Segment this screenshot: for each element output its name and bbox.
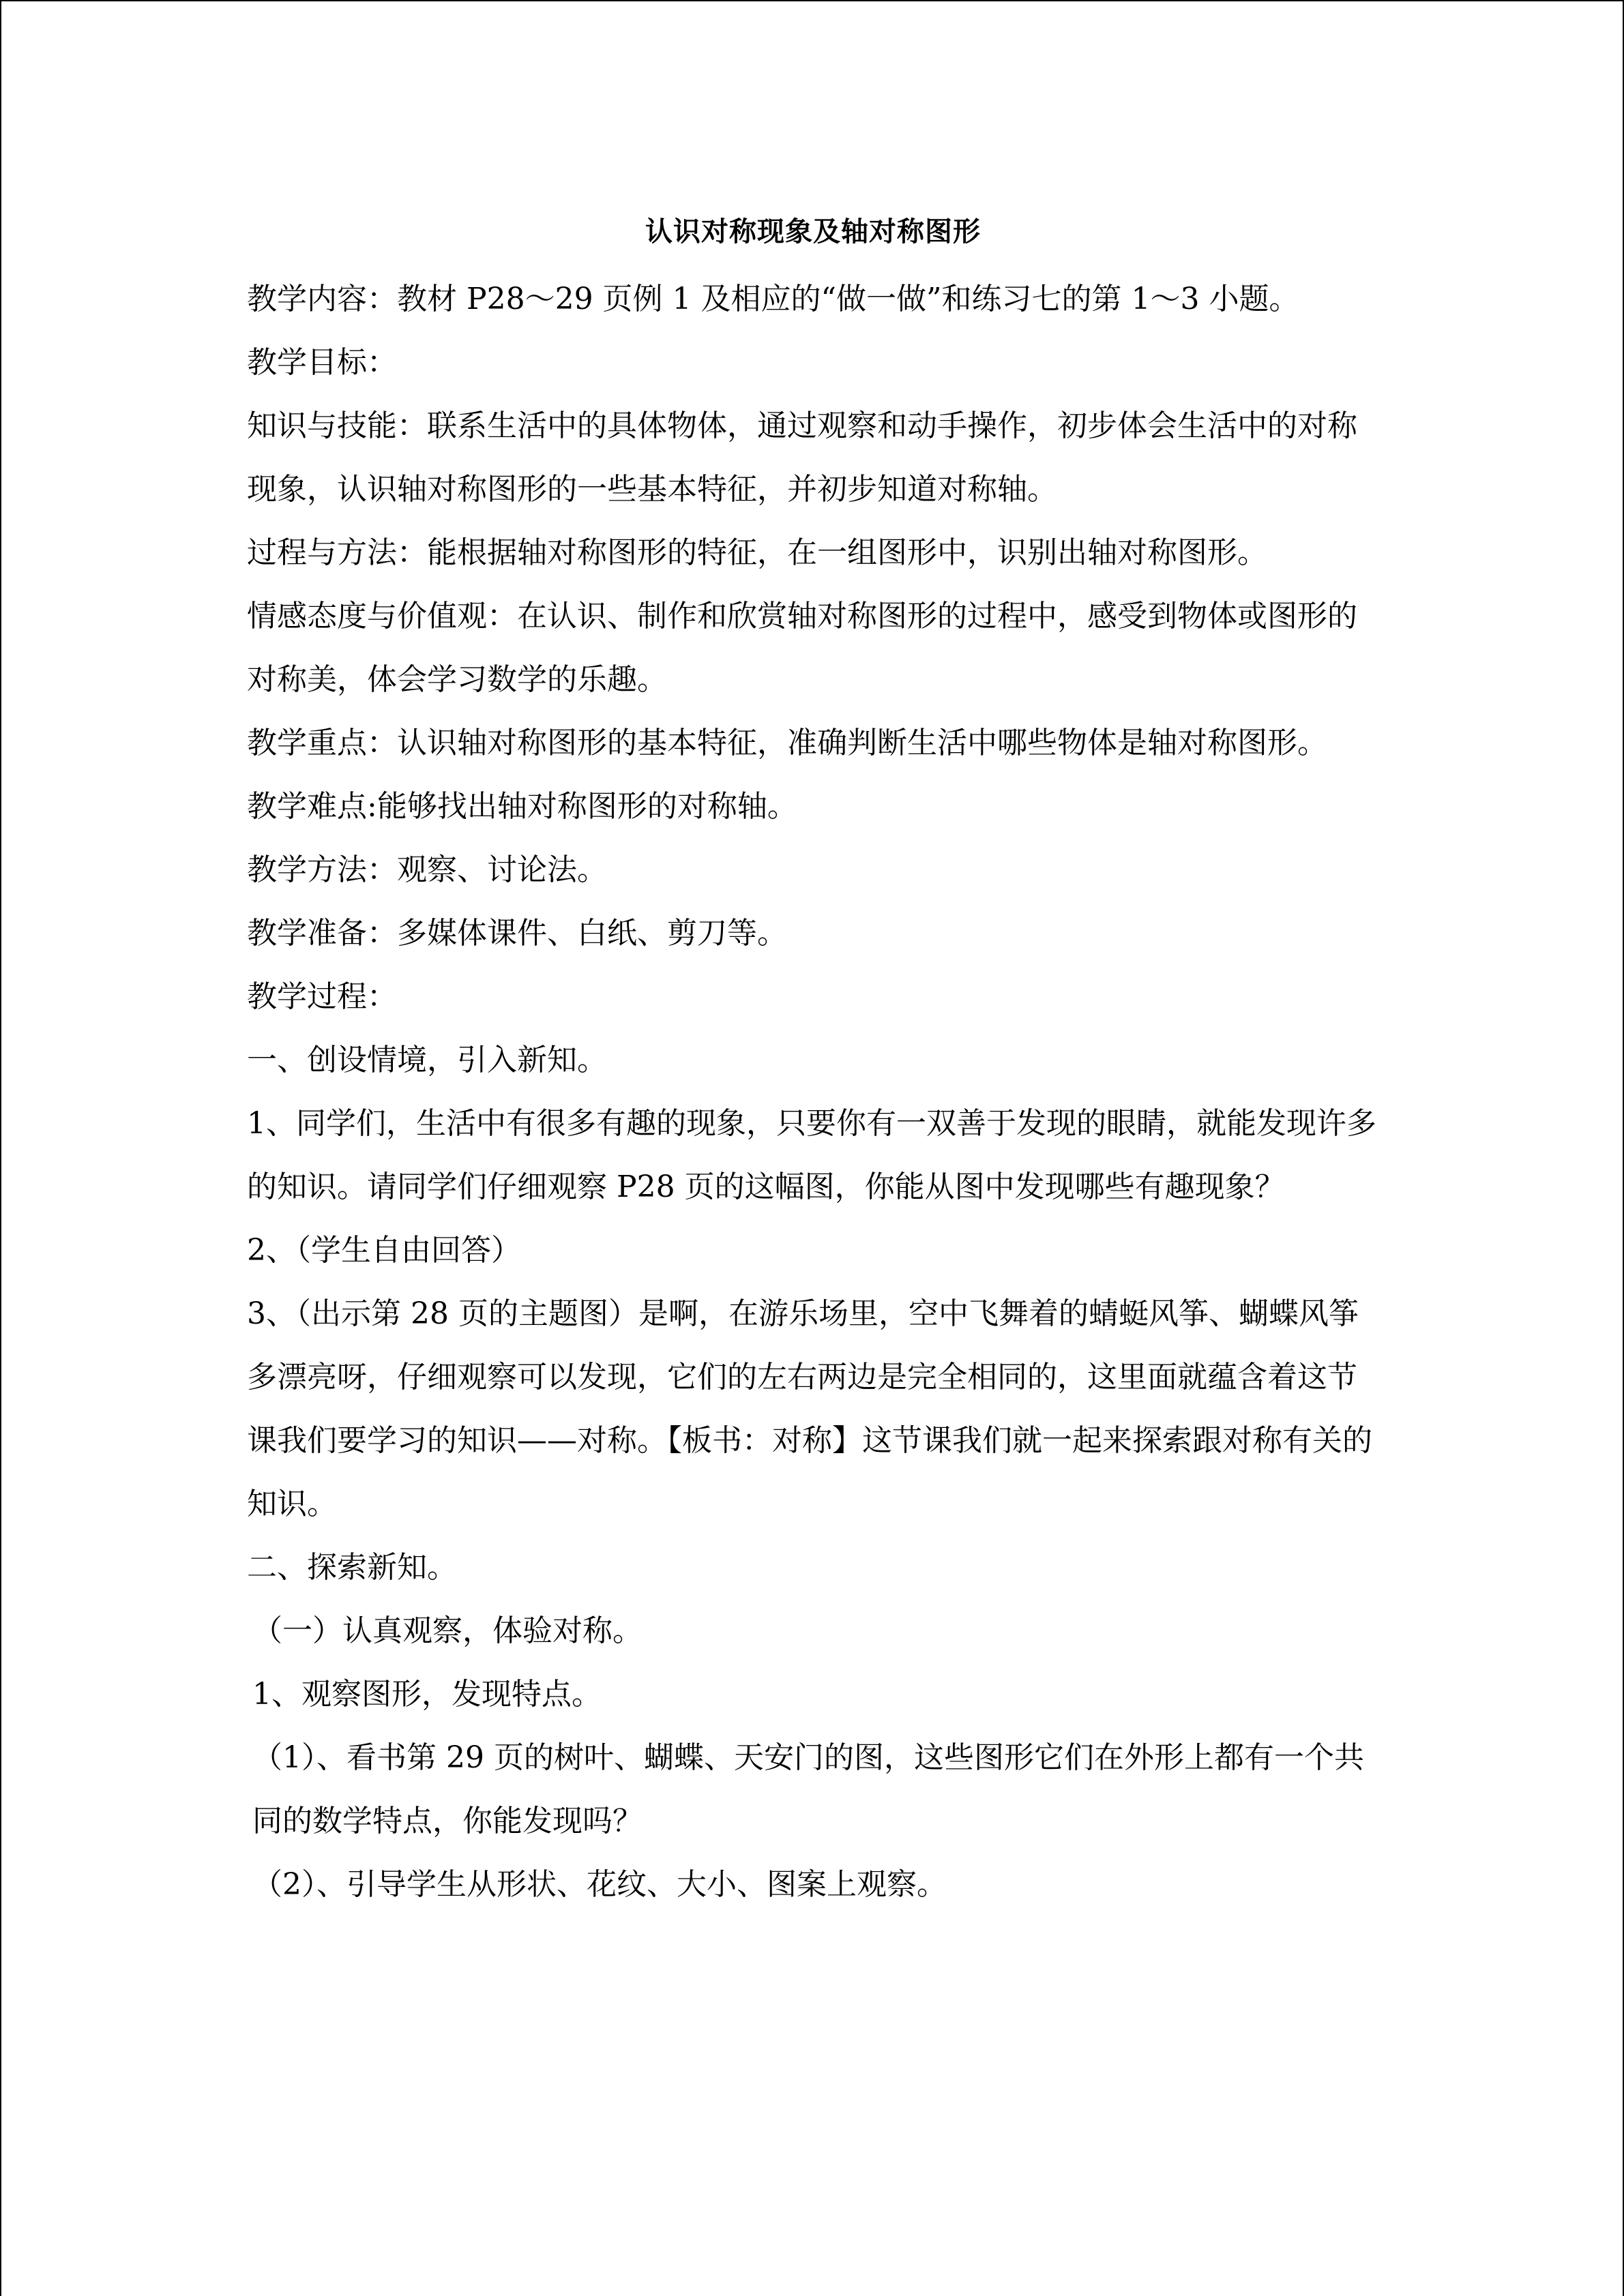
step-three: 3、（出示第 28 页的主题图）是啊，在游乐场里，空中飞舞着的蜻蜓风筝、蝴蝶风筝多漂亮呀，仔细观察可以发现，它们的左右两边是完全相同的，这里面就蕴含着这节课我们要学习的知识——对称。【板书：对称】这节课我们就一起来探索跟对称有关的知识。 <box>247 1296 1372 1521</box>
teaching-process-heading: 教学过程： <box>247 979 397 1014</box>
emotional-attitude: 情感态度与价值观：在认识、制作和欣赏轴对称图形的过程中，感受到物体或图形的对称美，体会学习数学的乐趣。 <box>247 599 1357 697</box>
teaching-key-point: 教学重点：认识轴对称图形的基本特征，准确判断生活中哪些物体是轴对称图形。 <box>247 726 1327 760</box>
teaching-preparation: 教学准备：多媒体课件、白纸、剪刀等。 <box>247 916 787 951</box>
section-two-heading: 二、探索新知。 <box>247 1550 457 1585</box>
teaching-difficulty: 教学难点:能够找出轴对称图形的对称轴。 <box>247 789 797 824</box>
step-two: 2、（学生自由回答） <box>247 1233 521 1268</box>
observe-item-two: （2）、引导学生从形状、花纹、大小、图案上观察。 <box>252 1867 947 1902</box>
subsection-one-heading: （一）认真观察，体验对称。 <box>252 1613 643 1648</box>
observe-figures-heading: 1、观察图形，发现特点。 <box>252 1677 602 1712</box>
teaching-method: 教学方法：观察、讨论法。 <box>247 852 607 887</box>
teaching-goals-heading: 教学目标： <box>247 345 397 380</box>
process-methods: 过程与方法：能根据轴对称图形的特征，在一组图形中，识别出轴对称图形。 <box>247 535 1267 570</box>
section-one-heading: 一、创设情境，引入新知。 <box>247 1043 607 1077</box>
knowledge-skills: 知识与技能：联系生活中的具体物体，通过观察和动手操作，初步体会生活中的对称现象，认识轴对称图形的一些基本特征，并初步知道对称轴。 <box>247 408 1357 507</box>
observe-item-one: （1）、看书第 29 页的树叶、蝴蝶、天安门的图，这些图形它们在外形上都有一个共同的数学特点，你能发现吗？ <box>252 1740 1364 1838</box>
document-body <box>247 205 1379 1916</box>
step-one: 1、同学们，生活中有很多有趣的现象，只要你有一双善于发现的眼睛，就能发现许多的知识。请同学们仔细观察 P28 页的这幅图，你能从图中发现哪些有趣现象？ <box>247 1106 1376 1204</box>
document-title: 认识对称现象及轴对称图形 <box>645 215 981 248</box>
teaching-content: 教学内容：教材 P28～29 页例 1 及相应的“做一做”和练习七的第 1～3 小题。 <box>247 282 1299 316</box>
